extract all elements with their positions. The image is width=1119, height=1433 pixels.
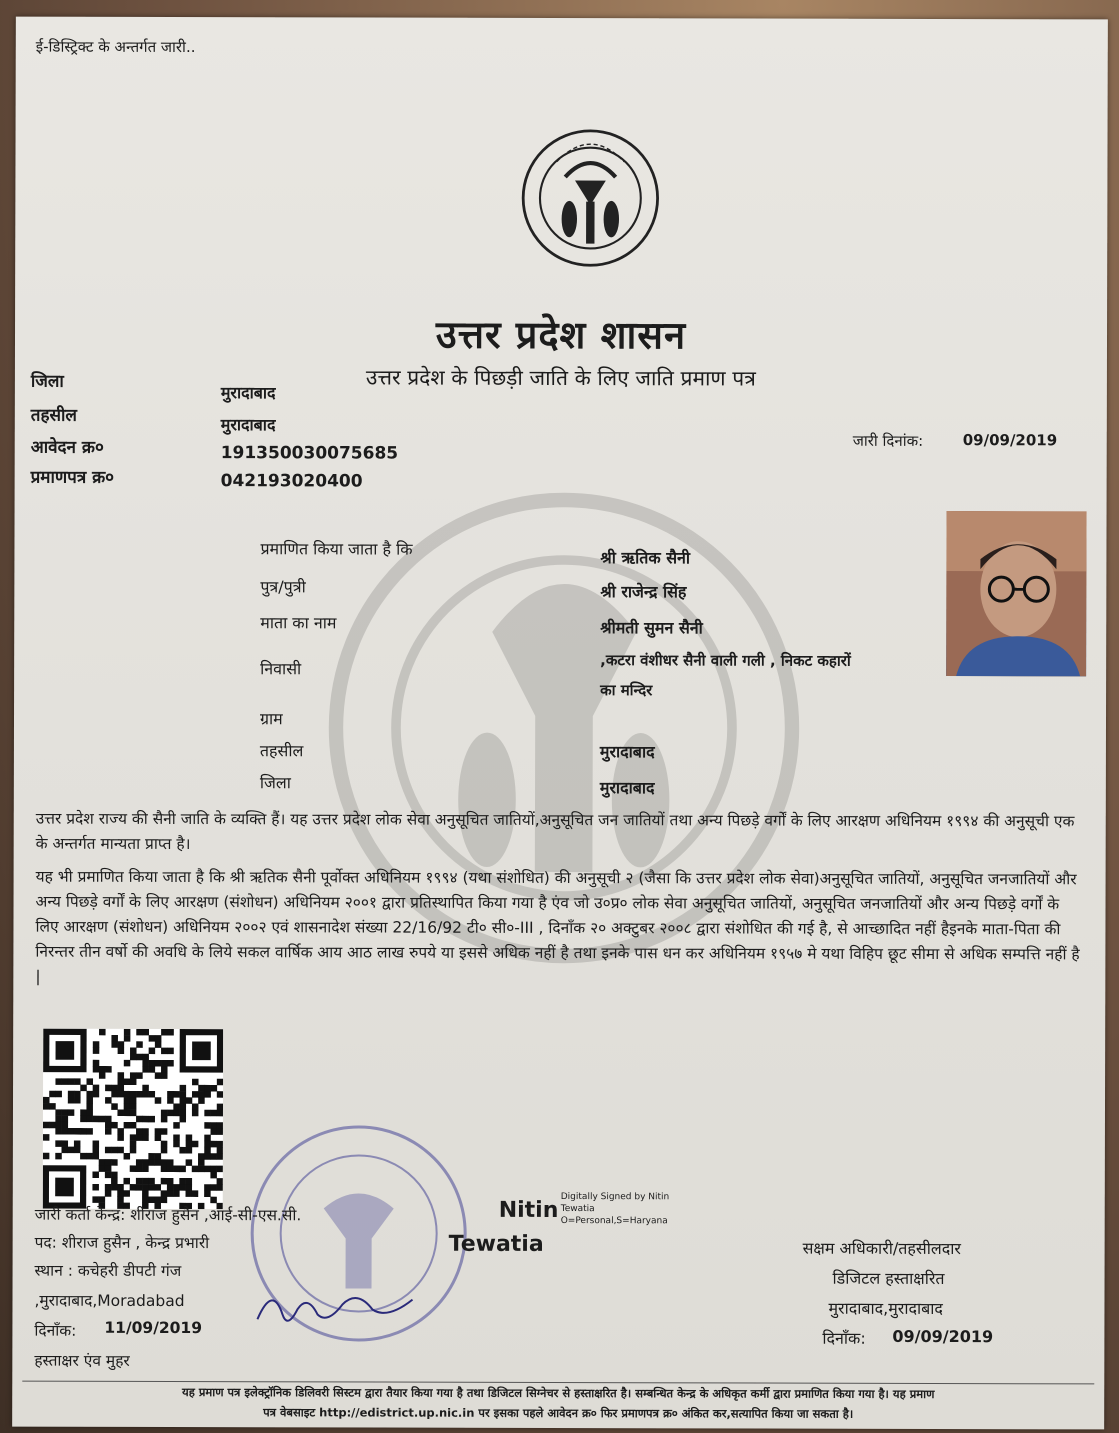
detail-tehsil-value: मुरादाबाद: [599, 742, 655, 762]
authority-date-value: 09/09/2019: [892, 1326, 994, 1347]
applicant-photo: [946, 511, 1086, 676]
resident-value-line2: का मन्दिर: [600, 681, 653, 700]
certificate-label: प्रमाणपत्र क्र०: [30, 467, 115, 488]
footer-divider: [22, 1381, 1094, 1385]
footer-note-line1: यह प्रमाण पत्र इलेक्ट्रॉनिक डिलिवरी सिस्टम द्वारा तैयार किया गया है तथा डिजिटल सिग्नेचर से हस्ताक्षरित है। सम्बन्धित केन्द्र के अधिकृत कर्मी द्वारा प्रमाणित किया गया है। यह प्रमाण: [182, 1385, 935, 1401]
paragraph-caste: उत्तर प्रदेश राज्य की सैनी जाति के व्यक्ति हैं। यह उत्तर प्रदेश लोक सेवा अनुसूचित जातियों,अनुसूचित जन जातियों तथा अन्य पिछड़े वर्गों के लिए आरक्षण अधिनियम १९९४ की अनुसूची एक के अन्तर्गत मान्यता प्राप्त है।: [35, 809, 1075, 854]
district-value: मुरादाबाद: [220, 383, 276, 403]
certified-label: प्रमाणित किया जाता है कि: [260, 539, 413, 559]
handwritten-signature-icon: [252, 1279, 422, 1339]
detail-tehsil-label: तहसील: [259, 741, 304, 761]
son-value: श्री राजेन्द्र सिंह: [600, 582, 687, 602]
mother-label: माता का नाम: [260, 613, 337, 633]
issuer-date-value: 11/09/2019: [104, 1318, 203, 1338]
up-government-emblem-icon: [520, 128, 660, 268]
village-label: ग्राम: [259, 709, 283, 729]
qr-code: [43, 1029, 223, 1209]
application-label: आवेदन क्र०: [30, 437, 104, 458]
header-note: ई-डिस्ट्रिक्ट के अन्तर्गत जारी..: [35, 37, 196, 57]
certified-value: श्री ऋतिक सैनी: [600, 548, 691, 568]
certificate-value: 042193020400: [220, 471, 363, 492]
issuer-sign-label: हस्ताक्षर एंव मुहर: [34, 1351, 130, 1370]
issuer-date-label: दिनाँक:: [34, 1321, 77, 1340]
digital-sign-line1: Digitally Signed by Nitin: [560, 1192, 670, 1203]
paragraph-certification: यह भी प्रमाणित किया जाता है कि श्री ऋतिक सैनी पूर्वोक्त अधिनियम १९९४ (यथा संशोधित) की अनुसूची २ (जैसा कि उत्तर प्रदेश लोक सेवा)अनुसूचित जातियों, अनुसूचित जनजातियों और अन्य पिछड़े वर्गों के लिए आरक्षण (संशोधन) अधिनियम २००१ द्वारा प्रतिस्थापित किया गया है एंव जो उ०प्र० लोक सेवा अनुसूचित जातियों, अनुसूचित जनजातियों और अन्य पिछड़े वर्गों के लिए आरक्षण (संशोधन) अधिनियम २००२ एवं शासनादेश संख्या 22/16/92 टी० सी०-III , दिनाँक २० अक्टुबर २००८ द्वारा संशोधित की गई है, से आच्छादित नहीं हैइनके माता-पिता की निरन्तर तीन वर्षो की अवधि के लिये सकल वार्षिक आय आठ लाख रुपये या इससे अधिक नहीं है तथा इनके पास धन कर अधिनियम १९५७ मे यथा विहिप छूट सीमा से अधिक सम्पत्ति नहीं है |: [35, 867, 1080, 986]
issuer-place-line1: स्थान : कचेहरी डीपटी गंज: [34, 1261, 182, 1281]
authority-date-label: दिनाँक:: [822, 1328, 866, 1348]
digital-sign-last: Tewatia: [448, 1231, 544, 1257]
footer-note-line2: पत्र वेबसाइट http://edistrict.up.nic.in पर इसका पहले आवेदन क्र० फिर प्रमाणपत्र क्र० अंकित कर,सत्यापित किया जा सकता है।: [263, 1405, 854, 1421]
son-label: पुत्र/पुत्री: [260, 577, 306, 597]
page-subtitle: उत्तर प्रदेश के पिछड़ी जाति के लिए जाति प्रमाण पत्र: [365, 365, 756, 391]
tehsil-label: तहसील: [30, 405, 77, 426]
authority-line1: सक्षम अधिकारी/तहसीलदार: [802, 1238, 961, 1259]
authority-line2: डिजिटल हस्ताक्षरित: [832, 1268, 945, 1289]
digital-sign-line2: Tewatia: [560, 1204, 595, 1215]
resident-value-line1: ,कटरा वंशीधर सैनी वाली गली , निकट कहारों: [600, 651, 851, 670]
issuer-post: पद: शीराज हुसैन , केन्द्र प्रभारी: [34, 1233, 210, 1253]
issue-date-value: 09/09/2019: [962, 431, 1058, 450]
digital-sign-first: Nitin: [498, 1197, 559, 1223]
authority-line3: मुरादाबाद,मुरादाबाद: [828, 1298, 943, 1319]
issuer-place-line2: ,मुरादाबाद,Moradabad: [34, 1291, 185, 1311]
tehsil-value: मुरादाबाद: [220, 415, 276, 435]
digital-sign-line3: O=Personal,S=Haryana: [560, 1216, 668, 1227]
resident-label: निवासी: [260, 659, 302, 679]
issuer-center: जारी कर्ता केन्द्र: शीराज हुसैन ,आई-सी-एस.सी.: [34, 1205, 302, 1225]
detail-district-label: जिला: [259, 773, 291, 793]
certificate-sheet: [12, 17, 1108, 1430]
detail-district-value: मुरादाबाद: [599, 778, 655, 798]
page-title: उत्तर प्रदेश शासन: [435, 312, 687, 358]
issue-date-label: जारी दिनांक:: [852, 431, 924, 450]
application-value: 191350030075685: [220, 443, 399, 464]
district-label: जिला: [30, 371, 64, 392]
mother-value: श्रीमती सुमन सैनी: [600, 618, 703, 638]
